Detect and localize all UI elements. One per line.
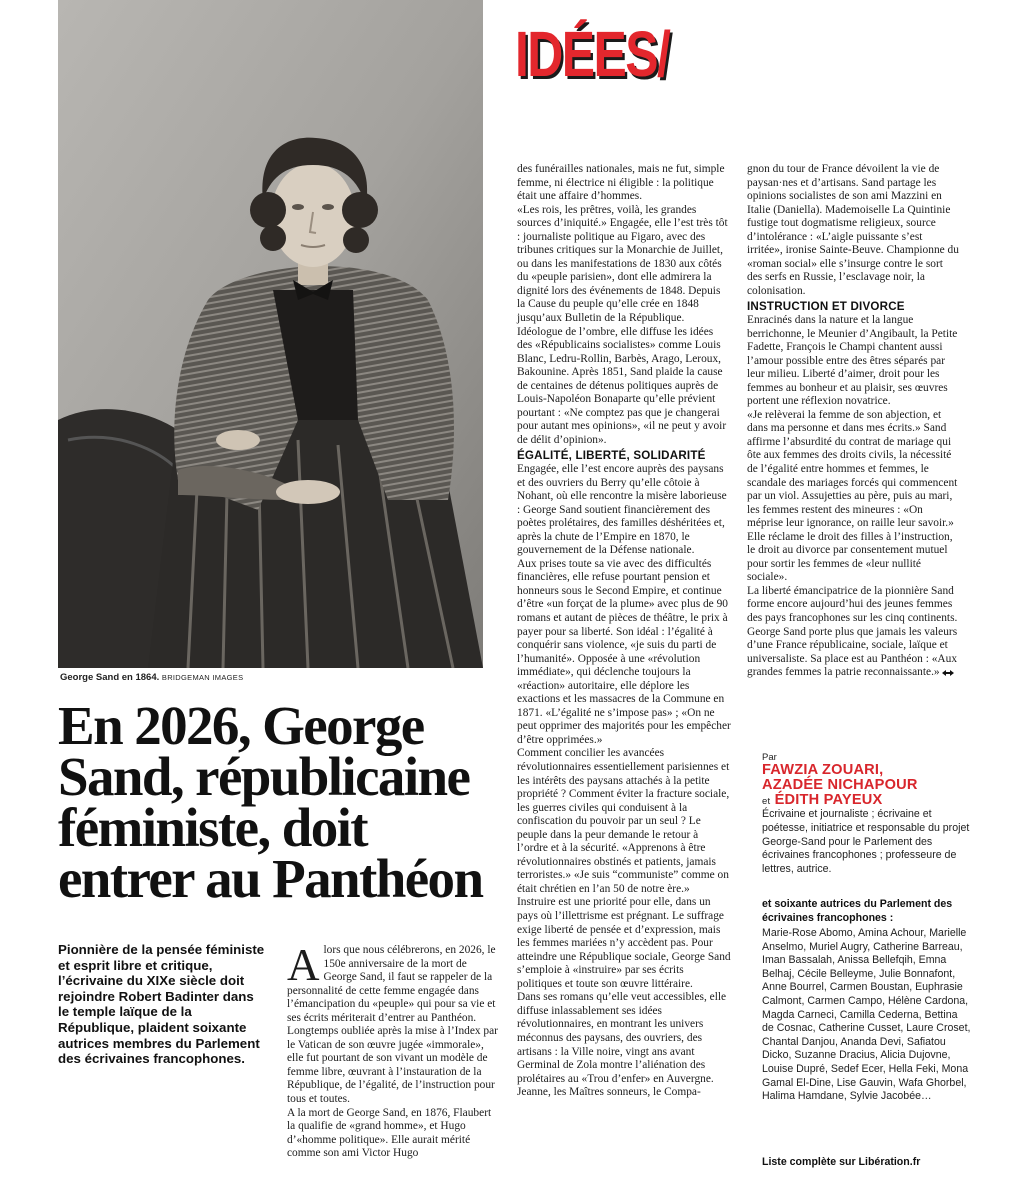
paragraph: «Les rois, les prêtres, voilà, les grandes sources d’iniquité.» Engagée, elle l’est très tôt : journaliste politique au Figaro, avec des tribunes critiques sur la Monarchie de Juillet, ou dans les manifestations de 1830 aux côtés du «peuple parisien», dont elle admirera la dignité lors des événements de 1848. Depuis la Cause du peuple qu’elle crée en 1848 jusqu’aux Bulletin de la République. xyxy=(517,203,728,325)
body-column-2 xyxy=(517,163,731,1100)
drop-cap: A xyxy=(287,940,320,990)
full-list-link[interactable]: Liste complète sur Libération.fr xyxy=(762,1156,921,1168)
author-name: AZADÉE NICHAPOUR xyxy=(762,777,918,793)
byline-et: et xyxy=(762,796,771,807)
body-column-1 xyxy=(287,940,499,1161)
byline-par: Par xyxy=(762,752,777,763)
coauthors-heading: et soixante autrices du Parlement des écrivaines francophones : xyxy=(762,898,953,924)
caption-name: George Sand en 1864. xyxy=(60,672,160,683)
rubric-label: IDÉES/ xyxy=(515,18,670,90)
coauthors-list: Marie-Rose Abomo, Amina Achour, Marielle Anselmo, Muriel Augry, Catherine Barreau, Iman Bassalah, Anissa Bellefqih, Emna Belhaj, Cécile Belleyme, Julie Bonnafont, Anne Bourrel, Carmen Boustan, Euphrasie Calmont, Carmen Campo, Hélène Cardona, Magda Carneci, Camilla Cederna, Bettina de Cosnac, Catherine Cusset, Laure Croset, Chantal Danjou, Ananda Devi, Safiatou Dicko, Suzanne Dracius, Alicia Dujovne, Louise Dupré, Sedef Ecer, Hella Feki, Mona Gamal El-Dine, Lise Gauvin, Wafa Ghorbel, Halima Hamdane, Sylvie Jacobée… xyxy=(762,927,971,1103)
end-mark-icon xyxy=(942,670,954,676)
paragraph: des funérailles nationales, mais ne fut, simple femme, ni électrice ni éligible : la politique était une affaire d’hommes. xyxy=(517,163,725,203)
paragraph: Comment concilier les avancées révolutionnaires essentiellement parisiennes et les intérêts des paysans attachés à la petite propriété ? Comment éviter la fracture sociale, les guerres civiles qui conduisent à la confiscation du pouvoir par un seul ? Le peuple dans la peur demande le retour à l’ordre et à la sécurité. «Apprenons à être révolutionnaires obstinés et patients, jamais terroristes.» «Je suis “communiste” comme on était chrétien en l’an 50 de notre ère.» Instruire est une priorité pour elle, dans un pays où l’illettrisme est prégnant. Le suffrage exige liberté de pensée et d’expression, mais les femmes mariées n’y accèdent pas. Pour atteindre une République sociale, George Sand s’emploie à «instruire» par ses écrits politiques et toute son œuvre littéraire. xyxy=(517,747,731,990)
article-standfirst: Pionnière de la pensée féministe et esprit libre et critique, l’écrivaine du XIXe siècle doit rejoindre Robert Badinter dans le temple laïque de la République, plaident soixante autrices membres du Parlement des écrivaines francophones. xyxy=(58,942,265,1067)
paragraph: «Je relèverai la femme de son abjection, et dans ma personne et dans mes écrits.» Sand affirme l’absurdité du contrat de mariage qui ôte aux femmes des droits civils, la nécessité de l’égalité entre hommes et femmes, le scandale des mariages forcés qui commencent par un viol. Assujetties au père, puis au mari, les femmes restent des mineures : «On méprise leur ignorance, on raille leur savoir.» Elle réclame le droit des filles à l’instruction, le droit au divorce par consentement mutuel pour sortir les femmes de «leur nullité sociale». xyxy=(747,408,958,584)
subheading: INSTRUCTION ET DIVORCE xyxy=(747,300,905,314)
paragraph: Enracinés dans la nature et la langue berrichonne, le Meunier d’Angibault, la Petite Fadette, François le Champi chantent aussi l’amour possible entre des êtres séparés par leur milieu. Liberté d’aimer, droit pour les femmes au bonheur et au plaisir, ses œuvres portent une réflexion novatrice. xyxy=(747,313,958,408)
paragraph: gnon du tour de France dévoilent la vie de paysan·nes et d’artisans. Sand partage les opinions socialistes de son ami Mazzini en Italie (Daniella). Mademoiselle La Quintinie fustige tout dogmatisme religieux, source d’intolérance : «L’aigle puissante s’est irritée», ironise Sainte-Beuve. Championne du «roman social» elle s’insurge contre le sort des serfs en Russie, l’esclavage noir, la colonisation. xyxy=(747,163,959,297)
paragraph: A la mort de George Sand, en 1876, Flaubert la qualifie de «grand homme», et Hugo d’«homme politique». Elle aurait mérité comme son ami Victor Hugo xyxy=(287,1106,492,1160)
body-column-3 xyxy=(747,163,959,680)
paragraph: Dans ses romans qu’elle veut accessibles, elle diffuse inlassablement ses idées révolutionnaires, en montrant les univers méconnus des paysans, des ouvriers, des artisans : la Ville noire, vingt ans avant Germinal de Zola montre l’aliénation des prolétaires au «Trou d’enfer» en Auvergne. Jeanne, les Maîtres sonneurs, le Compa- xyxy=(517,991,727,1099)
portrait-photo xyxy=(58,0,483,668)
article-headline: En 2026, George Sand, républicaine féministe, doit entrer au Panthéon xyxy=(58,695,483,909)
paragraph-text: La liberté émancipatrice de la pionnière Sand forme encore aujourd’hui des jeunes femmes des pays francophones sur les cinq continents. George Sand porte plus que jamais les valeurs d’une France républicaine, sociale, laïque et universaliste. Sa place est au Panthéon : «Aux grandes femmes la patrie reconnaissante.» xyxy=(747,584,958,679)
authors-bio: Écrivaine et journaliste ; écrivaine et poétesse, initiatrice et responsable du projet George-Sand pour le Parlement des écrivaines francophones ; professeure de lettres, autrice. xyxy=(762,808,970,876)
caption-credit: BRIDGEMAN IMAGES xyxy=(161,673,244,682)
paragraph xyxy=(747,585,959,680)
byline xyxy=(762,752,972,809)
paragraph: Engagée, elle l’est encore auprès des paysans et des ouvriers du Berry qu’elle côtoie à Nohant, où elle rencontre la misère laborieuse : George Sand soutient financièrement des poètes prolétaires, des familles déshéritées et, après la chute de l’Empire en 1870, le gouvernement de la Défense nationale. xyxy=(517,462,727,557)
section-rubric xyxy=(515,18,695,110)
author-name: FAWZIA ZOUARI, xyxy=(762,762,884,778)
paragraph xyxy=(287,940,499,1107)
author-name: ÉDITH PAYEUX xyxy=(774,792,883,808)
photo-caption xyxy=(60,672,480,683)
subheading: ÉGALITÉ, LIBERTÉ, SOLIDARITÉ xyxy=(517,449,706,463)
paragraph: Aux prises toute sa vie avec des difficultés financières, elle refuse pourtant pension et honneurs sous le Second Empire, et continue d’être «un forçat de la plume» avec plus de 90 romans et autant de pièces de théâtre, le prix à payer pour sa liberté. Son idéal : l’égalité à conquérir sans violence, «je suis du parti de l’humanité». Opposée à une «révolution immédiate», qui déclenche toujours la «réaction» autoritaire, elle déplore les exactions et les massacres de la Commune en 1871. «L’égalité ne s’impose pas» ; «On ne peut opprimer des majorités pour les empêcher d’être opprimées.» xyxy=(517,557,731,746)
paragraph-text: lors que nous célébrerons, en 2026, le 150e anniversaire de la mort de George Sand, il faut se rappeler de la personnalité de cette femme engagée dans l’émancipation du «peuple» qui pour sa vie et ses écrits mériterait d’entrer au Panthéon. Longtemps oubliée après la mise à l’Index par le Vatican de son œuvre jugée «immorale», elle fut pourtant de son vivant un modèle de femme libre, œuvrant à l’instauration de la République, de l’égalité, de l’instruction pour tous et toutes. xyxy=(287,944,498,1106)
portrait-illustration xyxy=(58,0,483,668)
paragraph: Idéologue de l’ombre, elle diffuse les idées des «Républicains socialistes» comme Louis Blanc, Ledru-Rollin, Barbès, Arago, Leroux, Bakounine. Après 1851, Sand plaide la cause de centaines de détenus politiques auprès de Louis-Napoléon Bonaparte qu’elle prévient pourtant : «Ne comptez pas que je changerai pour autant mes opinions», «il ne peut y avoir de délit d’opinion». xyxy=(517,325,727,446)
